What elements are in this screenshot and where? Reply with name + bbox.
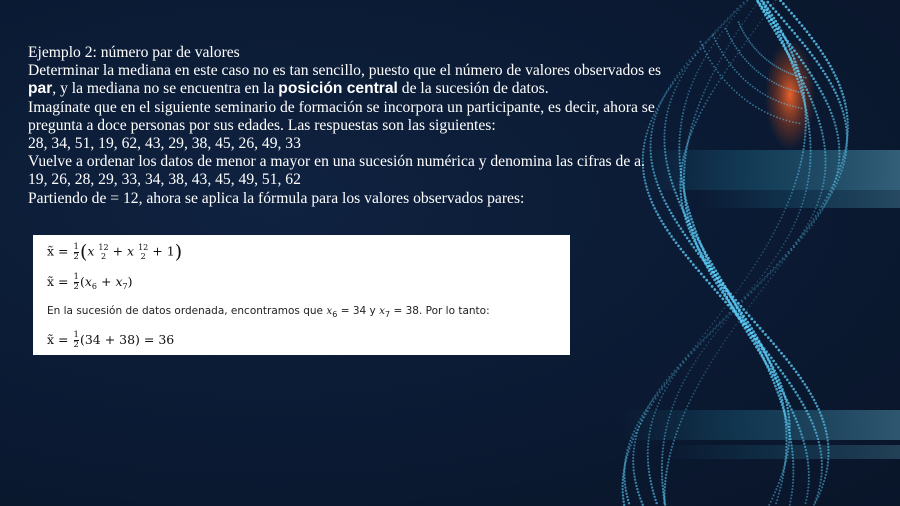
paragraph-scenario: Imagínate que en el siguiente seminario de formación se incorpora un participante, es decir, ahora se pregunta a doce personas por sus edades. Las respuestas son las siguientes:	[28, 98, 655, 134]
formula-line-3: x̃ = $\frac{1}{2}$ (34 + 38) = 36	[47, 330, 175, 350]
formula-line-1: x̃ = $\frac{1}{2}$ (x 12 2 + x 12 2 + 1)	[47, 241, 183, 263]
example-heading: Ejemplo 2: número par de valores	[28, 44, 240, 61]
formula-line-2: x̃ = $\frac{1}{2}$ $(x_6 + x_7)$	[47, 272, 133, 292]
raw-data-list: 28, 34, 51, 19, 62, 43, 29, 38, 45, 26, 49, 33	[28, 135, 301, 153]
paragraph-intro: Determinar la mediana en este caso no es tan sencillo, puesto que el número de valores observados es par, y la mediana no se encuentra en la posición central de la sucesión de datos.	[28, 62, 662, 98]
bold-par: par	[28, 80, 53, 98]
bold-posicion-central: posición central	[278, 80, 398, 98]
body-text	[28, 44, 688, 208]
sorted-data-list: 19, 26, 28, 29, 33, 34, 38, 43, 45, 49, 51, 62	[28, 171, 301, 189]
paragraph-sort-instruction: Vuelve a ordenar los datos de menor a mayor en una sucesión numérica y denomina las cifras de a.	[28, 153, 645, 171]
formula-image	[33, 235, 570, 355]
formula-sentence: En la sucesión de datos ordenada, encontramos que $x_6 = 34$ y $x_7 = 38$. Por lo tanto:	[47, 305, 490, 319]
paragraph-formula-intro: Partiendo de = 12, ahora se aplica la fórmula para los valores observados pares:	[28, 189, 525, 207]
